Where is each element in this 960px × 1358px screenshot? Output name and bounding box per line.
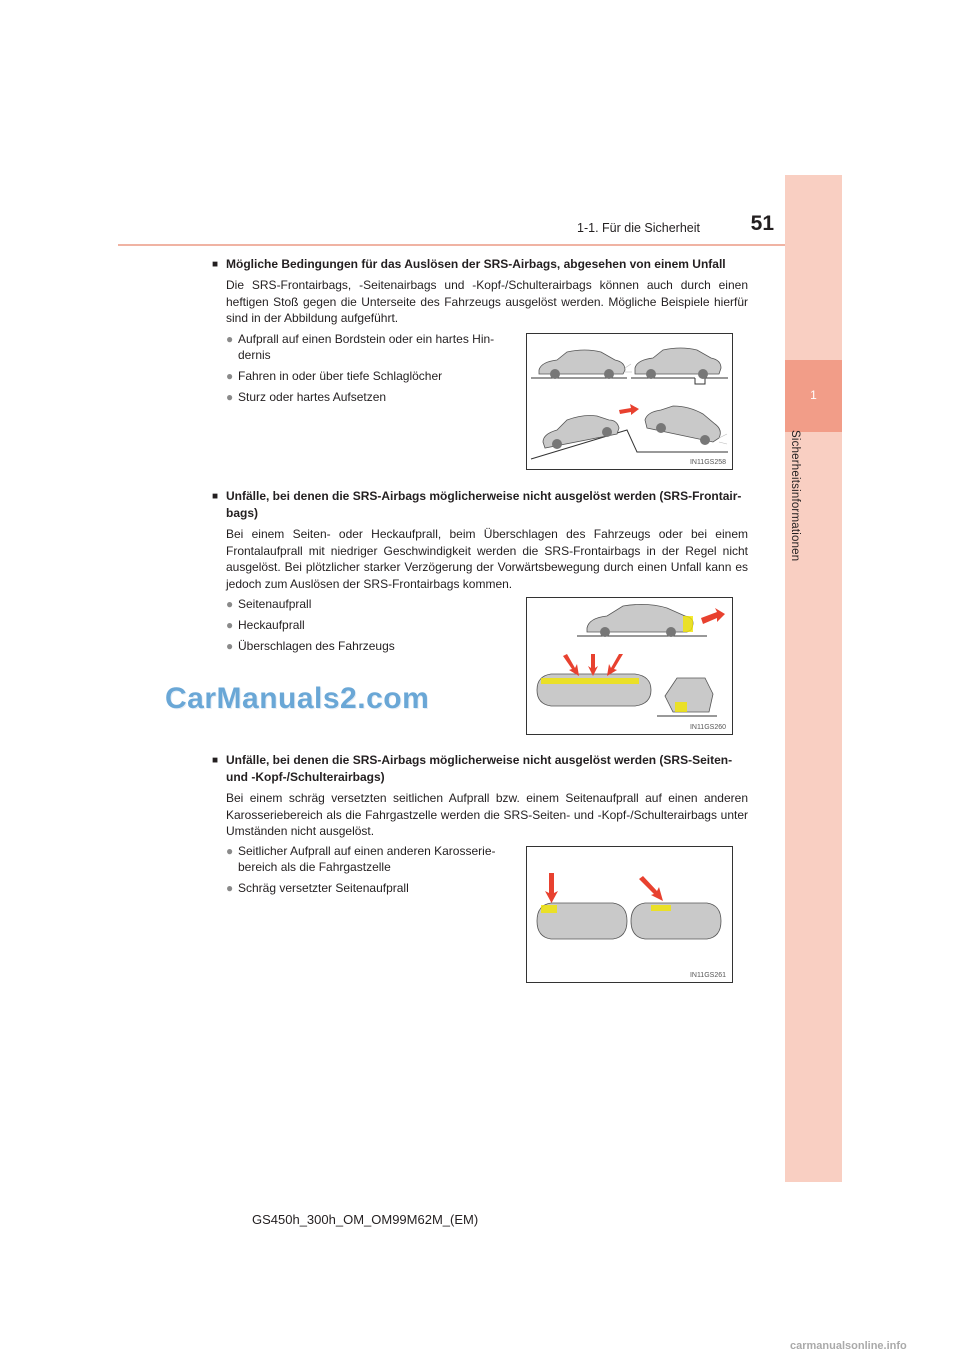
chapter-side-tab <box>785 175 842 1182</box>
watermark-logo: CarManuals2.com <box>165 682 430 715</box>
list-item: ● Fahren in oder über tiefe Schlaglöcher <box>226 369 443 383</box>
square-bullet-icon: ■ <box>212 755 219 766</box>
chapter-label: Sicherheitsinformationen <box>789 430 801 562</box>
figure-frontal-no-deploy <box>526 597 733 735</box>
square-bullet-icon: ■ <box>212 491 219 502</box>
circle-bullet-icon: ● <box>226 390 234 404</box>
underbody-impact-illustration <box>527 334 732 469</box>
list-item: ● Seitlicher Aufprall auf einen anderen Karosserie-bereich als die Fahrgastzelle <box>226 844 496 874</box>
circle-bullet-icon: ● <box>226 369 234 383</box>
circle-bullet-icon: ● <box>226 844 234 858</box>
circle-bullet-icon: ● <box>226 332 234 346</box>
list-item: ● Aufprall auf einen Bordstein oder ein hartes Hin-dernis <box>226 332 495 362</box>
circle-bullet-icon: ● <box>226 597 234 611</box>
section-frontal-airbag-no-deploy <box>212 488 748 592</box>
circle-bullet-icon: ● <box>226 639 234 653</box>
bullet-list <box>226 331 516 410</box>
section-heading-text: Unfälle, bei denen die SRS-Airbags möglicherweise nicht ausgelöst werden (SRS-Frontair-bags) <box>226 489 742 520</box>
circle-bullet-icon: ● <box>226 618 234 632</box>
chapter-label-wrap <box>775 430 815 590</box>
bullet-list <box>226 843 516 901</box>
side-no-deploy-illustration <box>527 847 732 982</box>
arrow-icon <box>563 654 579 676</box>
list-item: ● Überschlagen des Fahrzeugs <box>226 639 395 653</box>
header-divider <box>118 244 842 246</box>
document-code: GS450h_300h_OM_OM99M62M_(EM) <box>252 1212 479 1227</box>
list-item: ● Sturz oder hartes Aufsetzen <box>226 390 387 404</box>
circle-bullet-icon: ● <box>226 881 234 895</box>
list-item: ● Heckaufprall <box>226 618 305 632</box>
section-body: Die SRS-Frontairbags, -Seitenairbags und -Kopf-/Schulterairbags können auch durch einen heftigen Stoß gegen die Unterseite des Fahrzeugs ausgelöst werden. Mögliche Beispiele hierfür sind in der Abbildung aufgeführt. <box>226 278 748 325</box>
site-watermark: carmanualsonline.info <box>790 1340 907 1352</box>
arrow-icon <box>639 876 663 901</box>
square-bullet-icon: ■ <box>212 259 219 270</box>
arrow-icon <box>701 608 725 624</box>
bullet-list <box>226 596 516 659</box>
section-heading-text: Unfälle, bei denen die SRS-Airbags möglicherweise nicht ausgelöst werden (SRS-Seiten- und -Kopf-/Schulterairbags) <box>226 753 733 784</box>
section-heading <box>212 488 748 522</box>
list-item: ● Seitenaufprall <box>226 597 312 611</box>
list-item: ● Schräg versetzter Seitenaufprall <box>226 881 409 895</box>
section-heading <box>212 752 748 786</box>
section-side-airbag-no-deploy <box>212 752 748 840</box>
arrow-icon <box>588 654 598 676</box>
section-non-accident-deployment <box>212 256 748 327</box>
arrow-icon <box>545 873 558 903</box>
section-heading <box>212 256 748 273</box>
header-section-title: 1-1. Für die Sicherheit <box>577 221 700 235</box>
frontal-no-deploy-illustration <box>527 598 732 734</box>
figure-code: IN11GS258 <box>689 459 726 466</box>
section-heading-text: Mögliche Bedingungen für das Auslösen der SRS-Airbags, abgesehen von einem Unfall <box>226 257 726 271</box>
figure-code: IN11GS261 <box>689 972 726 979</box>
figure-underbody-impacts <box>526 333 733 470</box>
figure-code: IN11GS260 <box>689 724 726 731</box>
section-body: Bei einem Seiten- oder Heckaufprall, beim Überschlagen des Fahrzeugs oder bei einem Frontalaufprall mit niedriger Geschwindigkeit werden die SRS-Frontairbags in der Regel nicht ausgelöst. Bei plötzlicher starker Verzögerung der Vorwärtsbewegung durch einen Unfall kann es jedoch zum Auslösen der SRS-Frontairbags kommen. <box>226 527 748 591</box>
chapter-number: 1 <box>810 388 817 402</box>
arrow-icon <box>607 654 623 676</box>
arrow-icon <box>619 404 639 415</box>
page-number: 51 <box>750 212 774 235</box>
figure-side-no-deploy <box>526 846 733 983</box>
section-body: Bei einem schräg versetzten seitlichen Aufprall bzw. einem Seitenaufprall auf einen anderen Karosseriebereich als die Fahrgastzelle werden die SRS-Seiten- und -Kopf-/Schulterairbags unter Umständen nicht ausgelöst. <box>226 791 748 838</box>
